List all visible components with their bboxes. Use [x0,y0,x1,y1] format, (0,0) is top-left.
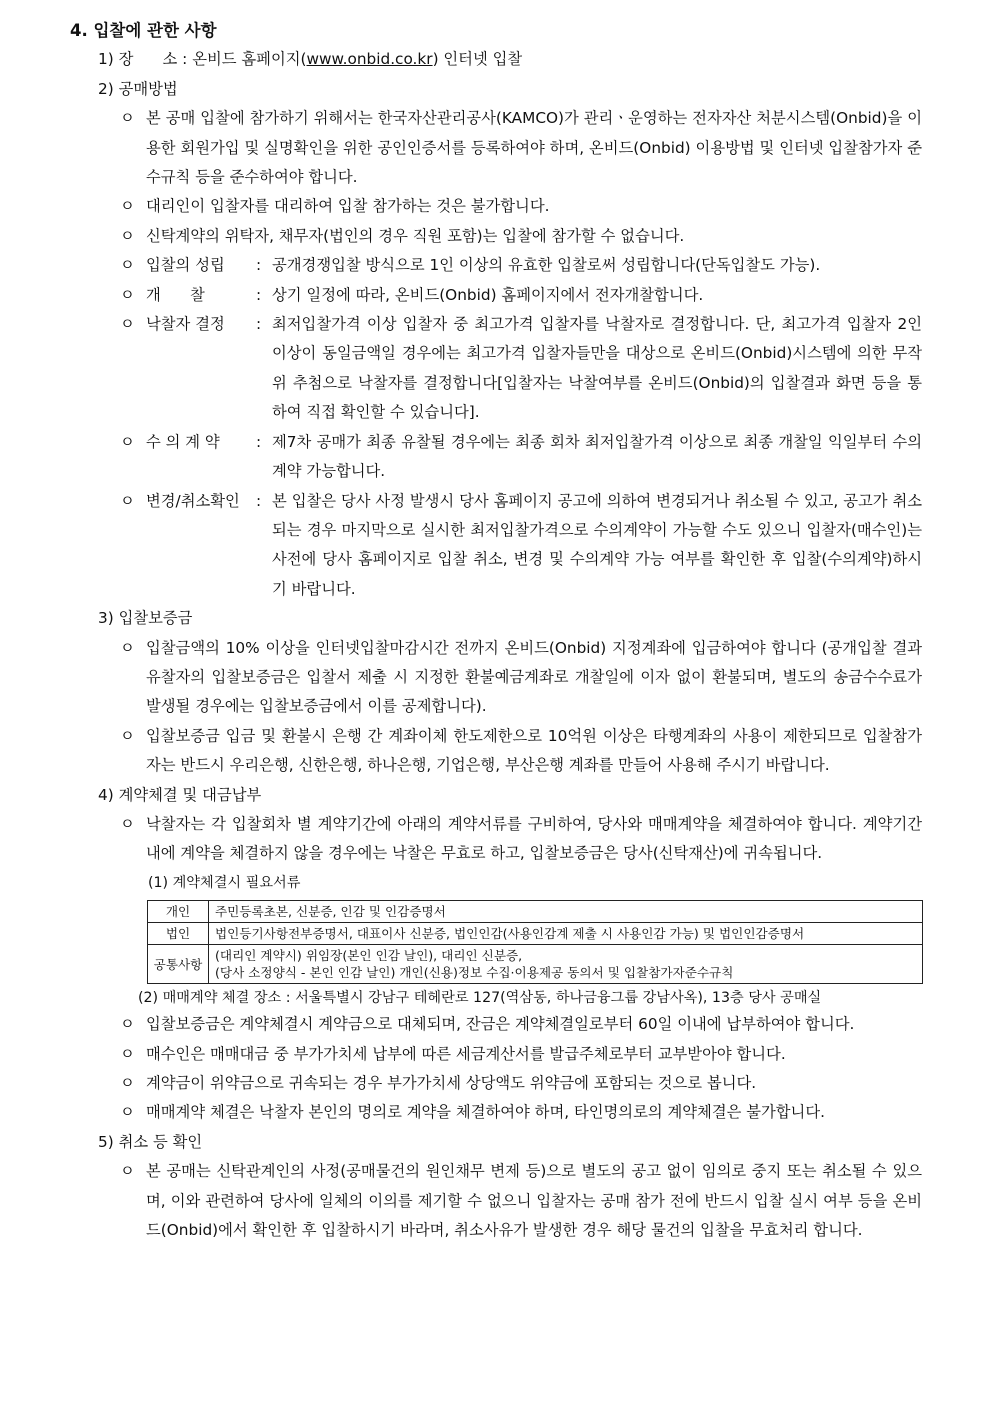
deposit-item: ㅇ 입찰보증금 입금 및 환불시 은행 간 계좌이체 한도제한으로 10억원 이상은 타행계좌의 사용이 제한되므로 입찰참가자는 반드시 우리은행, 신한은행, 하나은행, 기업은행, 부산은행 계좌를 만들어 사용해 주시기 바랍니다. [120,722,922,781]
bullet: ㅇ [120,1074,135,1092]
place-colon: : [182,50,188,69]
bullet: ㅇ [120,432,135,451]
bullet: ㅇ [120,226,135,245]
table-row: 법인 법인등기사항전부증명서, 대표이사 신분증, 법인인감(사용인감계 제출 시 사용인감 가능) 및 법인인감증명서 [148,923,923,945]
contract-item: ㅇ 매매계약 체결은 낙찰자 본인의 명의로 계약을 체결하여야 하며, 타인명의로의 계약체결은 불가합니다. [120,1098,922,1127]
place-label: 1) 장 소 [98,50,178,69]
contract-item: ㅇ 계약금이 위약금으로 귀속되는 경우 부가가치세 상당액도 위약금에 포함되는 것으로 봅니다. [120,1069,922,1098]
labeled-item: ㅇ 입찰의 성립 : 공개경쟁입찰 방식으로 1인 이상의 유효한 입찰로써 성립합니다(단독입찰도 가능). [120,251,922,280]
table-row: 개인 주민등록초본, 신분증, 인감 및 인감증명서 [148,901,923,923]
method-heading: 2) 공매방법 [98,79,178,98]
place-line [98,45,922,74]
place-text-post: ) 인터넷 입찰 [432,50,523,69]
labeled-item: ㅇ 변경/취소확인 : 본 입찰은 당사 사정 발생시 당사 홈페이지 공고에 의하여 변경되거나 취소될 수 있고, 공고가 취소되는 경우 마지막으로 실시한 최저입찰가격으로 수의계약이 가능할 수도 있으니 입찰자(매수인)는 사전에 당사 홈페이지로 입찰 취소, 변경 및 수의계약 가능 여부를 확인한 후 입찰(수의계약)하시기 바랍니다. [120,487,922,605]
labeled-item: ㅇ 수 의 계 약 : 제7차 공매가 최종 유찰될 경우에는 최종 회차 최저입찰가격 이상으로 최종 개찰일 익일부터 수의계약 가능합니다. [120,428,922,487]
bullet: ㅇ [120,726,135,745]
bullet: ㅇ [120,256,135,275]
contract-place-note: (2) 매매계약 체결 장소 : 서울특별시 강남구 테헤란로 127(역삼동, 하나금융그룹 강남사옥), 13층 당사 공매실 [138,990,822,1007]
bullet: ㅇ [120,109,135,128]
table-row: 공통사항 (대리인 계약시) 위임장(본인 인감 날인), 대리인 신분증, (당사 소정양식 - 본인 인감 날인) 개인(신용)정보 수집·이용제공 동의서 및 입찰참가자준수규칙 [148,945,923,984]
contract-item: ㅇ 매수인은 매매대금 중 부가가치세 납부에 따른 세금계산서를 발급주체로부터 교부받아야 합니다. [120,1040,922,1069]
deposit-item: ㅇ 입찰금액의 10% 이상을 인터넷입찰마감시간 전까지 온비드(Onbid) 지정계좌에 입금하여야 합니다 (공개입찰 결과 유찰자의 입찰보증금은 입찰서 제출 시 지정한 환불예금계좌로 개찰일에 이자 없이 환불되며, 별도의 송금수수료가 발생될 경우에는 입찰보증금에서 이를 공제합니다). [120,634,922,722]
bullet: ㅇ [120,491,135,510]
bullet: ㅇ [120,1015,135,1034]
method-item: ㅇ 대리인이 입찰자를 대리하여 입찰 참가하는 것은 불가합니다. [120,192,922,221]
bullet: ㅇ [120,285,135,304]
bullet: ㅇ [120,315,135,334]
contract-item: ㅇ 낙찰자는 각 입찰회차 별 계약기간에 아래의 계약서류를 구비하여, 당사와 매매계약을 체결하여야 합니다. 계약기간 내에 계약을 체결하지 않을 경우에는 낙찰은 무효로 하고, 입찰보증금은 당사(신탁재산)에 귀속됩니다. [120,810,922,869]
cancel-heading: 5) 취소 등 확인 [98,1132,203,1151]
bullet: ㅇ [120,1044,135,1063]
onbid-link[interactable]: www.onbid.co.kr [306,50,433,69]
method-item: ㅇ 신탁계약의 위탁자, 채무자(법인의 경우 직원 포함)는 입찰에 참가할 수 없습니다. [120,222,922,251]
contract-heading: 4) 계약체결 및 대금납부 [98,785,262,804]
contract-item: ㅇ 입찰보증금은 계약체결시 계약금으로 대체되며, 잔금은 계약체결일로부터 60일 이내에 납부하여야 합니다. [120,1010,922,1039]
deposit-heading: 3) 입찰보증금 [98,609,193,628]
required-docs-table [147,900,923,984]
bullet: ㅇ [120,197,135,216]
bullet: ㅇ [120,638,135,657]
bullet: ㅇ [120,814,135,833]
section-title: 4. 입찰에 관한 사항 [70,21,217,40]
labeled-item: ㅇ 개 찰 : 상기 일정에 따라, 온비드(Onbid) 홈페이지에서 전자개찰합니다. [120,281,922,310]
labeled-item: ㅇ 낙찰자 결정 : 최저입찰가격 이상 입찰자 중 최고가격 입찰자를 낙찰자로 결정합니다. 단, 최고가격 입찰자 2인 이상이 동일금액일 경우에는 최고가격 입찰자들만을 대상으로 온비드(Onbid)시스템에 의한 무작위 추첨으로 낙찰자를 결정합니다[입찰자는 낙찰여부를 온비드(Onbid)의 입찰결과 화면 등을 통하여 직접 확인할 수 있습니다]. [120,310,922,428]
place-text-pre: 온비드 홈페이지( [192,50,307,69]
bullet: ㅇ [120,1162,135,1181]
cancel-item: ㅇ 본 공매는 신탁관계인의 사정(공매물건의 원인채무 변제 등)으로 별도의 공고 없이 임의로 중지 또는 취소될 수 있으며, 이와 관련하여 당사에 일체의 이의를 제기할 수 없으니 입찰자는 공매 참가 전에 반드시 입찰 실시 여부 등을 온비드(Onbid)에서 확인한 후 입찰하시기 바라며, 취소사유가 발생한 경우 해당 물건의 입찰을 무효처리 합니다. [120,1157,922,1245]
method-item: ㅇ 본 공매 입찰에 참가하기 위해서는 한국자산관리공사(KAMCO)가 관리ㆍ운영하는 전자자산 처분시스템(Onbid)을 이용한 회원가입 및 실명확인을 위한 공인인증서를 등록하여야 하며, 온비드(Onbid) 이용방법 및 인터넷 입찰참가자 준수규칙 등을 준수하여야 합니다. [120,104,922,192]
bullet: ㅇ [120,1103,135,1122]
docs-title: (1) 계약체결시 필요서류 [148,874,301,891]
